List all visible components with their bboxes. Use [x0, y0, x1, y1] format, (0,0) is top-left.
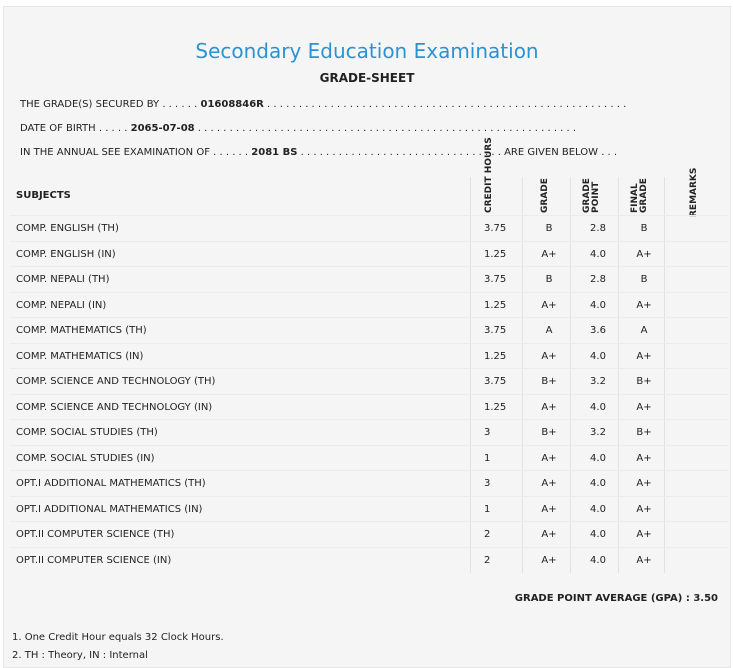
exam-line — [20, 147, 617, 158]
credit-hours-cell: 1 — [484, 503, 491, 515]
table-row — [10, 317, 728, 343]
final-grade-cell: A+ — [636, 248, 652, 260]
exam-fill: . . . . . . . . . . . . . . . . . . . . . . . . . . . . . . . . ARE GIVEN BELOW . . . — [300, 147, 618, 158]
grade-point-cell: 3.2 — [590, 427, 606, 438]
credit-hours-cell: 2 — [484, 554, 491, 566]
grade-cell: B+ — [541, 376, 557, 387]
credit-hours-cell: 1.25 — [484, 248, 507, 260]
table-row — [10, 496, 728, 522]
credit-hours-cell: 3 — [484, 427, 491, 438]
credit-hours-cell: 3 — [484, 478, 491, 489]
symbol-number: 01608846R — [200, 99, 264, 110]
table-row — [10, 368, 728, 394]
table-row — [10, 266, 728, 292]
subject-cell: OPT.I ADDITIONAL MATHEMATICS (IN) — [16, 503, 203, 515]
final-grade-cell: A+ — [636, 529, 652, 540]
credit-hours-cell: 2 — [484, 529, 491, 540]
grade-point-cell: 4.0 — [590, 452, 606, 464]
table-row — [10, 521, 728, 547]
grade-point-cell: 2.8 — [590, 223, 606, 234]
grade-cell: A — [545, 325, 553, 336]
grade-header: GRADE — [540, 178, 550, 213]
exam-label: IN THE ANNUAL SEE EXAMINATION OF . . . . . . — [20, 147, 249, 158]
subject-cell: OPT.II COMPUTER SCIENCE (IN) — [16, 554, 172, 566]
grade-cell: A+ — [541, 248, 557, 260]
final-grade-cell: A+ — [636, 350, 652, 362]
exam-year: 2081 BS — [251, 147, 298, 158]
final-grade-cell: B+ — [636, 427, 652, 438]
final-grade-cell: A+ — [636, 452, 652, 464]
grade-cell: A+ — [541, 401, 557, 413]
credit-hours-header: CREDIT HOURS — [484, 137, 494, 213]
grade-point-header: GRADE POINT — [582, 178, 601, 213]
subject-cell: COMP. SOCIAL STUDIES (TH) — [16, 427, 158, 438]
grade-cell: A+ — [541, 529, 557, 540]
credit-hours-cell: 3.75 — [484, 223, 507, 234]
grade-point-cell: 4.0 — [590, 529, 606, 540]
date-of-birth-line — [20, 123, 576, 134]
grade-cell: A+ — [541, 350, 557, 362]
grade-cell: A+ — [541, 452, 557, 464]
subject-cell: COMP. MATHEMATICS (IN) — [16, 350, 144, 362]
credit-hours-cell: 1.25 — [484, 401, 507, 413]
grade-sheet-subtitle: GRADE-SHEET — [319, 71, 415, 85]
subject-cell: COMP. SCIENCE AND TECHNOLOGY (IN) — [16, 401, 213, 413]
credit-hours-cell: 3.75 — [484, 376, 507, 387]
grade-cell: B — [545, 274, 553, 285]
grade-cell: B — [545, 223, 553, 234]
table-row — [10, 470, 728, 496]
final-grade-cell: A+ — [636, 401, 652, 413]
grade-cell: A+ — [541, 554, 557, 566]
grade-cell: A+ — [541, 503, 557, 515]
dob-label: DATE OF BIRTH . . . . . — [20, 123, 128, 134]
table-row — [10, 419, 728, 445]
grade-point-cell: 4.0 — [590, 350, 606, 362]
table-row — [10, 241, 728, 267]
grade-cell: A+ — [541, 299, 557, 311]
grade-point-cell: 4.0 — [590, 299, 606, 311]
subjects-header: SUBJECTS — [16, 190, 71, 201]
final-grade-cell: A+ — [636, 503, 652, 515]
final-grade-cell: A — [640, 325, 648, 336]
remarks-header: REMARKS — [689, 167, 699, 217]
subject-cell: COMP. NEPALI (IN) — [16, 299, 107, 311]
table-row — [10, 343, 728, 369]
subject-cell: COMP. ENGLISH (TH) — [16, 223, 119, 234]
grade-cell: A+ — [541, 478, 557, 489]
final-grade-header: FINAL GRADE — [630, 178, 649, 213]
secured-by-fill: . . . . . . . . . . . . . . . . . . . . . . . . . . . . . . . . . . . . . . . . . . . . . . . . . . . . . . . . . — [267, 99, 627, 110]
subject-cell: OPT.I ADDITIONAL MATHEMATICS (TH) — [16, 478, 206, 489]
credit-hours-cell: 3.75 — [484, 274, 507, 285]
subject-cell: COMP. SOCIAL STUDIES (IN) — [16, 452, 155, 464]
grade-point-cell: 4.0 — [590, 478, 606, 489]
secured-by-label: THE GRADE(S) SECURED BY . . . . . . — [20, 99, 198, 110]
final-grade-cell: A+ — [636, 478, 652, 489]
subject-cell: COMP. NEPALI (TH) — [16, 274, 110, 285]
credit-hours-cell: 3.75 — [484, 325, 507, 336]
final-grade-cell: A+ — [636, 554, 652, 566]
table-row — [10, 394, 728, 420]
subject-cell: OPT.II COMPUTER SCIENCE (TH) — [16, 529, 175, 540]
credit-hours-cell: 1 — [484, 452, 491, 464]
page-title: Secondary Education Examination — [195, 39, 539, 63]
final-grade-cell: B+ — [636, 376, 652, 387]
subject-cell: COMP. SCIENCE AND TECHNOLOGY (TH) — [16, 376, 216, 387]
table-row — [10, 292, 728, 318]
grade-point-cell: 4.0 — [590, 248, 606, 260]
final-grade-cell: A+ — [636, 299, 652, 311]
dob-fill: . . . . . . . . . . . . . . . . . . . . . . . . . . . . . . . . . . . . . . . . . . . . . . . . . . . . . . . . . . . . — [197, 123, 577, 134]
grade-cell: B+ — [541, 427, 557, 438]
grade-point-cell: 3.2 — [590, 376, 606, 387]
table-row — [10, 215, 728, 241]
subject-cell: COMP. MATHEMATICS (TH) — [16, 325, 147, 336]
note-credit-hour: 1. One Credit Hour equals 32 Clock Hours. — [12, 632, 224, 643]
final-grade-cell: B — [640, 274, 648, 285]
gpa-summary: GRADE POINT AVERAGE (GPA) : 3.50 — [514, 593, 718, 604]
note-abbreviations: 2. TH : Theory, IN : Internal — [12, 650, 148, 661]
subject-cell: COMP. ENGLISH (IN) — [16, 248, 116, 260]
grade-point-cell: 4.0 — [590, 401, 606, 413]
grade-sheet — [3, 6, 731, 668]
secured-by-line — [20, 99, 626, 110]
grade-point-cell: 2.8 — [590, 274, 606, 285]
credit-hours-cell: 1.25 — [484, 299, 507, 311]
grade-point-cell: 4.0 — [590, 503, 606, 515]
table-row — [10, 445, 728, 471]
final-grade-cell: B — [640, 223, 648, 234]
grade-point-cell: 4.0 — [590, 554, 606, 566]
table-row — [10, 547, 728, 573]
credit-hours-cell: 1.25 — [484, 350, 507, 362]
date-of-birth: 2065-07-08 — [130, 123, 195, 134]
grade-point-cell: 3.6 — [590, 325, 606, 336]
